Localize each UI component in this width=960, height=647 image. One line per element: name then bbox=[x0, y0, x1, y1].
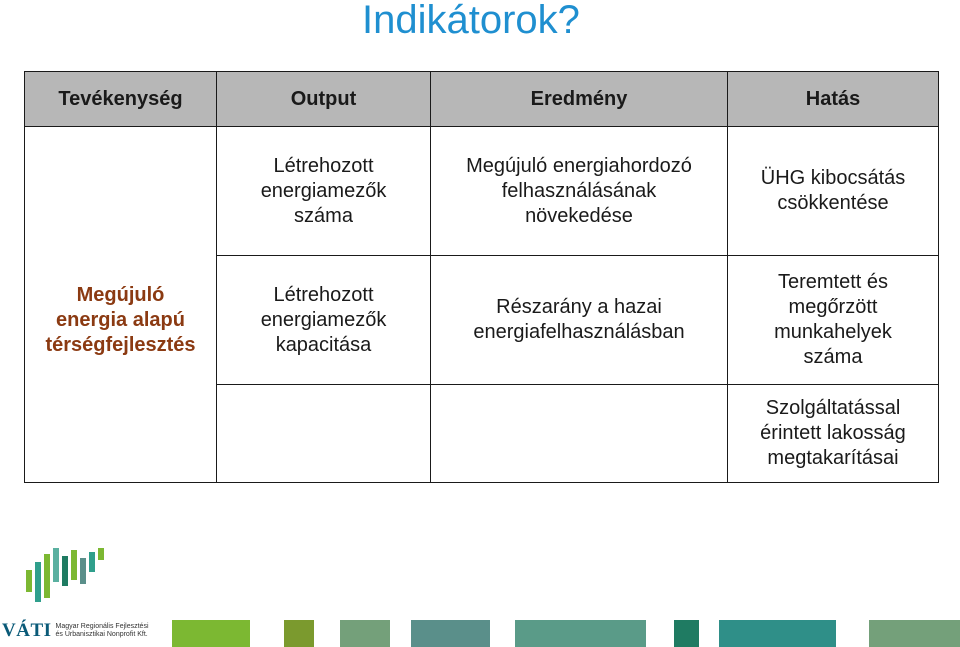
cell-line: érintett lakosság bbox=[760, 422, 906, 444]
impact-cell bbox=[728, 127, 939, 256]
logo-bar bbox=[71, 550, 77, 580]
activity-cell bbox=[25, 256, 217, 385]
output-cell bbox=[217, 385, 431, 483]
cell-line: megőrzött bbox=[788, 296, 878, 318]
logo-bar bbox=[53, 548, 59, 582]
header-row bbox=[25, 72, 939, 127]
impact-cell bbox=[728, 256, 939, 385]
cell-line: felhasználásának bbox=[501, 179, 657, 202]
logo-bar bbox=[62, 556, 68, 586]
cell-line: Teremtett és bbox=[777, 271, 889, 293]
cell-line: csökkentése bbox=[777, 192, 889, 214]
cell-line: megtakarításai bbox=[767, 447, 899, 469]
footer-bar bbox=[284, 620, 314, 647]
activity-label-line: térségfejlesztés bbox=[45, 333, 196, 356]
activity-label-line: Megújuló bbox=[76, 283, 165, 306]
footer-bar bbox=[172, 620, 250, 647]
cell-line: energiamezők bbox=[260, 179, 387, 202]
org-logo bbox=[2, 620, 149, 642]
cell-line: száma bbox=[294, 204, 353, 227]
activity-cell bbox=[25, 385, 217, 483]
header-cell-result: Eredmény bbox=[431, 72, 728, 127]
logo-bar bbox=[89, 552, 95, 572]
org-name: VÁTI bbox=[2, 620, 52, 641]
cell-line: kapacitása bbox=[275, 333, 372, 356]
table-row bbox=[25, 385, 939, 483]
cell-line: Létrehozott bbox=[273, 283, 374, 306]
result-cell bbox=[431, 385, 728, 483]
header-cell-impact: Hatás bbox=[728, 72, 939, 127]
indicator-table bbox=[24, 71, 939, 483]
activity-cell bbox=[25, 127, 217, 256]
cell-line: Megújuló energiahordozó bbox=[466, 154, 692, 177]
table-row bbox=[25, 127, 939, 256]
footer-bar bbox=[719, 620, 836, 647]
impact-cell bbox=[728, 385, 939, 483]
result-cell bbox=[431, 127, 728, 256]
logo-bar bbox=[98, 548, 104, 560]
output-cell bbox=[217, 256, 431, 385]
header-cell-activity: Tevékenység bbox=[25, 72, 217, 127]
cell-line: Létrehozott bbox=[273, 154, 374, 177]
logo-bar bbox=[26, 570, 32, 592]
footer-bar bbox=[411, 620, 490, 647]
cell-line: ÜHG kibocsátás bbox=[760, 167, 906, 189]
cell-line: energiafelhasználásban bbox=[473, 321, 685, 343]
logo-bar bbox=[44, 554, 50, 598]
cell-line: Részarány a hazai bbox=[496, 296, 662, 318]
cell-line: munkahelyek bbox=[774, 321, 892, 343]
activity-label-line: energia alapú bbox=[56, 308, 185, 331]
logo-bar bbox=[35, 562, 41, 602]
table-row bbox=[25, 256, 939, 385]
slide-title: Indikátorok? bbox=[362, 0, 580, 42]
footer-bar bbox=[515, 620, 646, 647]
footer-bar bbox=[340, 620, 390, 647]
result-cell bbox=[431, 256, 728, 385]
org-subtitle-line: és Urbanisztikai Nonprofit Kft. bbox=[55, 631, 148, 638]
cell-line: száma bbox=[803, 346, 863, 368]
vati-logo-icon bbox=[26, 548, 116, 604]
output-cell bbox=[217, 127, 431, 256]
logo-bar bbox=[80, 558, 86, 584]
footer-bar bbox=[869, 620, 960, 647]
cell-line: növekedése bbox=[525, 204, 633, 227]
cell-line: energiamezők bbox=[260, 308, 387, 331]
cell-line: Szolgáltatással bbox=[765, 397, 901, 419]
footer-bar bbox=[674, 620, 699, 647]
org-subtitle-line: Magyar Regionális Fejlesztési bbox=[55, 623, 149, 630]
org-subtitle bbox=[56, 623, 149, 639]
header-cell-output: Output bbox=[217, 72, 431, 127]
